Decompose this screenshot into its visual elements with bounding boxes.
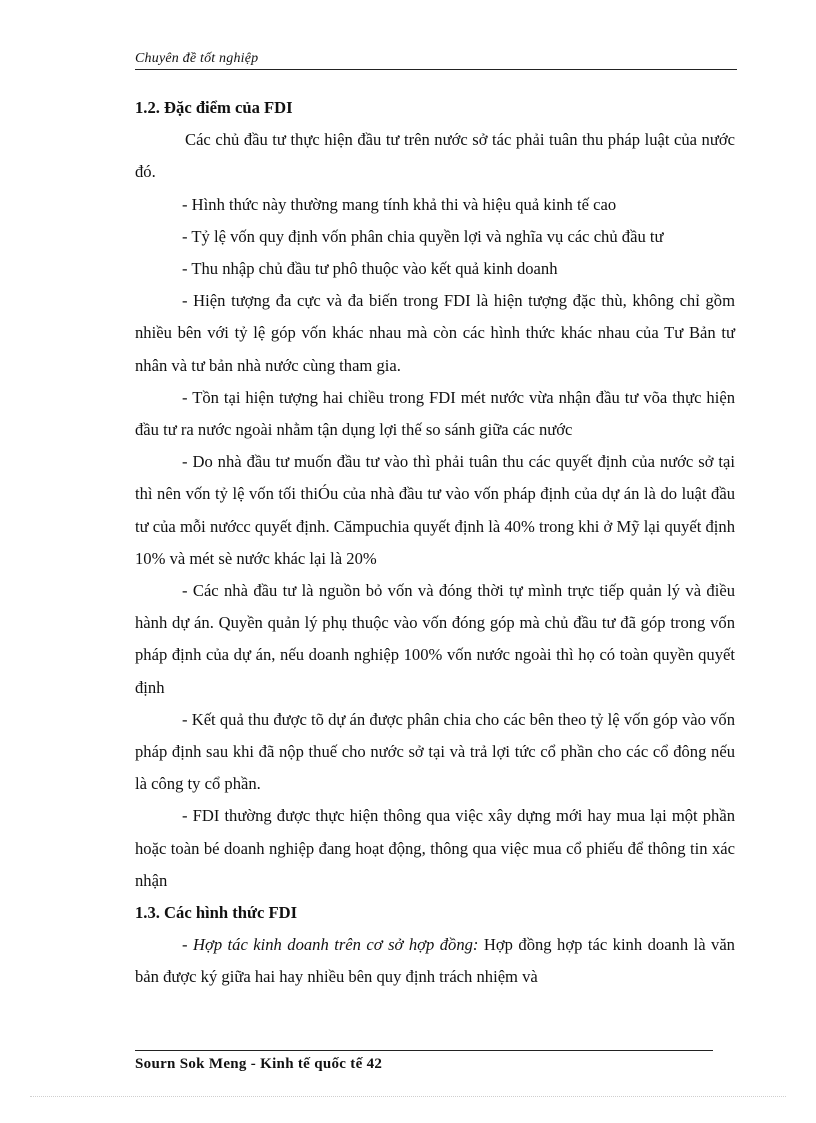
bullet-paragraph: - Các nhà đầu tư là nguồn bỏ vốn và đóng thời tự mình trực tiếp quản lý và điều hành dự án. Quyền quản lý phụ thuộc vào vốn đóng góp mà chủ đầu tư đã góp trong vốn pháp định của dự án, nếu doanh nghiệp 100% vốn nước ngoài thì họ có toàn quyền quyết định — [135, 581, 735, 697]
document-body — [135, 92, 735, 994]
bullet-paragraph — [135, 929, 735, 993]
italic-lead-term: - Hợp tác kinh doanh trên cơ sở hợp đồng: — [182, 935, 479, 955]
page-bottom-border — [30, 1096, 786, 1097]
paragraph: Các chủ đầu tư thực hiện đầu tư trên nước sở tác phải tuân thu pháp luật của nước đó. — [135, 130, 735, 182]
bullet-paragraph: - Kết quả thu được tõ dự án được phân chia cho các bên theo tỷ lệ vốn góp vào vốn pháp định sau khi đã nộp thuế cho nước sở tại và trả lợi tức cổ phần cho các cổ đông nếu là công ty cổ phần. — [135, 709, 735, 794]
bullet-paragraph: - Tỷ lệ vốn quy định vốn phân chia quyền lợi và nghĩa vụ các chủ đầu tư — [182, 226, 664, 246]
section-heading-1-2: 1.2. Đặc điểm của FDI — [135, 98, 293, 117]
section-heading-1-3: 1.3. Các hình thức FDI — [135, 903, 298, 923]
page-header: Chuyên đề tốt nghiệp — [135, 50, 737, 70]
bullet-paragraph: - Hình thức này thường mang tính khả thi và hiệu quả kinh tế cao — [182, 194, 617, 214]
paragraph-text: Hợp đồng hợp tác kinh doanh là văn bản được ký giữa hai hay nhiều bên quy định trách nhiệm và — [135, 935, 735, 987]
footer-divider — [135, 1050, 713, 1051]
page-footer: Sourn Sok Meng - Kinh tế quốc tế 42 — [135, 1056, 383, 1072]
bullet-paragraph: - FDI thường được thực hiện thông qua việc xây dựng mới hay mua lại một phần hoặc toàn bé doanh nghiệp đang hoạt động, thông qua việc mua cổ phiếu để thông tin xác nhận — [135, 806, 735, 890]
bullet-paragraph: - Do nhà đầu tư muốn đầu tư vào thì phải tuân thu các quyết định của nước sở tại thì nên vốn tỷ lệ vốn tối thiÓu của nhà đầu tư vào vốn pháp định của dự án là do luật đầu tư của mỗi nướcc quyết định. Cămpuchia quyết định là 40% trong khi ở Mỹ lại quyết định 10% và mét sè nước khác lại là 20% — [135, 452, 735, 568]
bullet-paragraph: - Thu nhập chủ đầu tư phô thuộc vào kết quả kinh doanh — [182, 259, 558, 279]
bullet-paragraph: - Tồn tại hiện tượng hai chiều trong FDI mét nước vừa nhận đầu tư võa thực hiện đầu tư ra nước ngoài nhằm tận dụng lợi thế so sánh giữa các nước — [135, 387, 735, 440]
bullet-paragraph: - Hiện tượng đa cực và đa biến trong FDI là hiện tượng đặc thù, không chỉ gồm nhiều bên với tỷ lệ góp vốn khác nhau mà còn các hình thức khác nhau của Tư Bản tư nhân và tư bản nhà nước cùng tham gia. — [135, 291, 735, 375]
